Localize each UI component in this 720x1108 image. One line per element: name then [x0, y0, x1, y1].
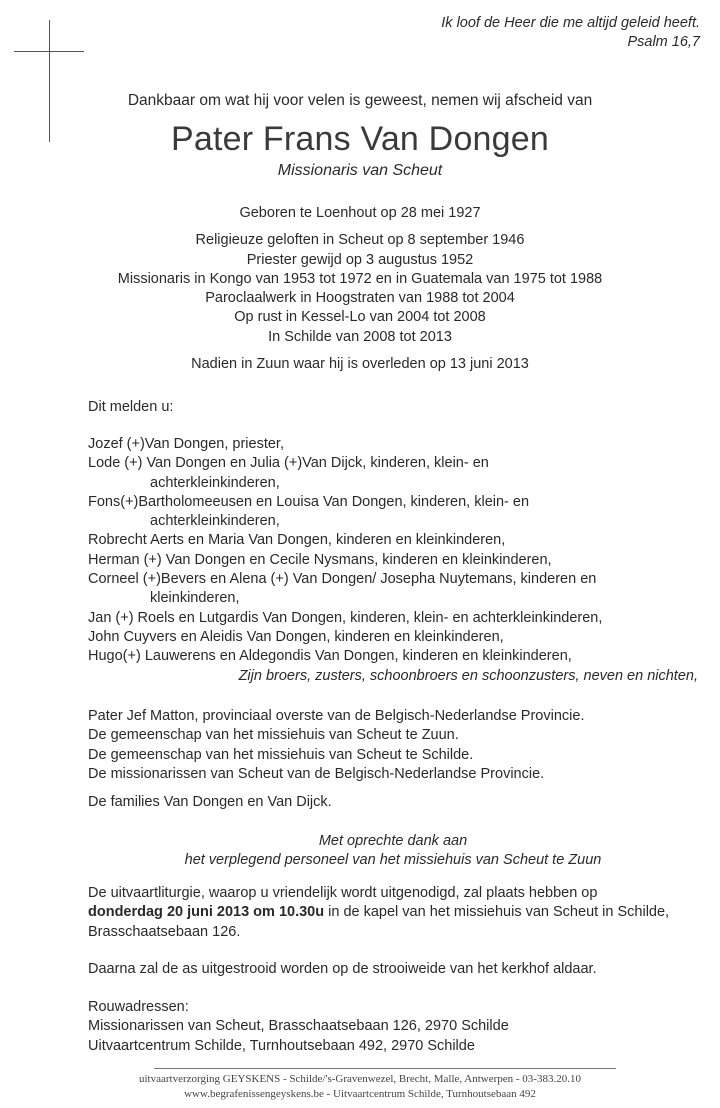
thanks-block — [88, 832, 698, 871]
funeral-block — [88, 884, 698, 942]
community-list — [88, 707, 698, 784]
family-line: Lode (+) Van Dongen en Julia (+)Van Dijck, kinderen, klein- en — [88, 455, 489, 472]
bio-born: Geboren te Loenhout op 28 mei 1927 — [239, 205, 481, 221]
intro-text: Dankbaar om wat hij voor velen is geweest, nemen wij afscheid van — [127, 92, 593, 109]
footer-divider — [154, 1068, 616, 1069]
family-line: Herman (+) Van Dongen en Cecile Nysmans, kinderen en kleinkinderen, — [88, 551, 552, 568]
family-line: Corneel (+)Bevers en Alena (+) Van Dongen/ Josepha Nuytemans, kinderen en — [88, 571, 597, 588]
bio-line: Paroclaalwerk in Hoogstraten van 1988 tot 2004 — [205, 290, 515, 307]
thanks-line: Met oprechte dank aan — [318, 833, 468, 849]
cross-icon-bar — [14, 51, 84, 52]
funeral-date: donderdag 20 juni 2013 om 10.30u — [88, 904, 325, 921]
epigraph-quote: Ik loof de Heer die me altijd geleid heeft. — [441, 15, 700, 31]
footer-line-2: www.begrafenissengeyskens.be - Uitvaartcentrum Schilde, Turnhoutsebaan 492 — [184, 1088, 536, 1100]
bio-line: Op rust in Kessel-Lo van 2004 tot 2008 — [234, 309, 486, 326]
addresses-block — [88, 998, 698, 1056]
footer-line-1: uitvaartverzorging GEYSKENS - Schilde/'s-Gravenwezel, Brecht, Malle, Antwerpen - 03-383.20.10 — [139, 1073, 581, 1085]
community-line: Pater Jef Matton, provinciaal overste van de Belgisch-Nederlandse Provincie. — [88, 708, 585, 724]
community-line: De gemeenschap van het missiehuis van Scheut te Zuun. — [88, 727, 459, 744]
family-line: achterkleinkinderen, — [150, 513, 280, 530]
family-line: Hugo(+) Lauwerens en Aldegondis Van Dongen, kinderen en kleinkinderen, — [88, 648, 572, 665]
family-line: Jan (+) Roels en Lutgardis Van Dongen, kinderen, klein- en achterkleinkinderen, — [88, 609, 603, 626]
family-line: Robrecht Aerts en Maria Van Dongen, kinderen en kleinkinderen, — [88, 532, 506, 549]
address-line: Uitvaartcentrum Schilde, Turnhoutsebaan 492, 2970 Schilde — [88, 1037, 475, 1054]
family-line: John Cuyvers en Aleidis Van Dongen, kinderen en kleinkinderen, — [88, 628, 504, 645]
epigraph-reference: Psalm 16,7 — [627, 34, 700, 50]
deceased-name: Pater Frans Van Dongen — [171, 120, 549, 158]
bio-died: Nadien in Zuun waar hij is overleden op 13 juni 2013 — [191, 356, 529, 373]
family-line: Jozef (+)Van Dongen, priester, — [88, 436, 284, 452]
addresses-label: Rouwadressen: — [88, 999, 189, 1015]
thanks-line: het verplegend personeel van het missiehuis van Scheut te Zuun — [184, 852, 602, 869]
family-line: Fons(+)Bartholomeeusen en Louisa Van Dongen, kinderen, klein- en — [88, 493, 530, 510]
family-line: achterkleinkinderen, — [150, 474, 280, 491]
address-line: Missionarissen van Scheut, Brasschaatsebaan 126, 2970 Schilde — [88, 1018, 509, 1035]
funeral-location: in de kapel van het missiehuis van Scheut in Schilde, — [324, 904, 670, 921]
community-line: De gemeenschap van het missiehuis van Scheut te Schilde. — [88, 746, 474, 763]
funeral-intro: De uitvaartliturgie, waarop u vriendelijk wordt uitgenodigd, zal plaats hebben op — [88, 885, 598, 901]
epigraph — [441, 14, 700, 52]
announce-text: Dit melden u: — [88, 399, 174, 415]
biography — [0, 204, 720, 374]
family-list — [88, 435, 698, 686]
families-text: De families Van Dongen en Van Dijck. — [88, 794, 332, 810]
family-line: kleinkinderen, — [150, 590, 240, 607]
family-summary: Zijn broers, zusters, schoonbroers en schoonzusters, neven en nichten, — [238, 667, 698, 684]
deceased-title: Missionaris van Scheut — [277, 162, 443, 179]
bio-line: In Schilde van 2008 tot 2013 — [268, 328, 452, 345]
ashes-text: Daarna zal de as uitgestrooid worden op de strooiweide van het kerkhof aldaar. — [88, 961, 597, 977]
funeral-date-line — [88, 903, 698, 922]
bio-line: Missionaris in Kongo van 1953 tot 1972 en in Guatemala van 1975 tot 1988 — [117, 270, 603, 287]
funeral-address: Brasschaatsebaan 126. — [88, 923, 241, 940]
community-line: De missionarissen van Scheut van de Belgisch-Nederlandse Provincie. — [88, 765, 545, 782]
bio-line: Religieuze geloften in Scheut op 8 september 1946 — [195, 232, 525, 249]
bio-line: Priester gewijd op 3 augustus 1952 — [246, 251, 474, 268]
